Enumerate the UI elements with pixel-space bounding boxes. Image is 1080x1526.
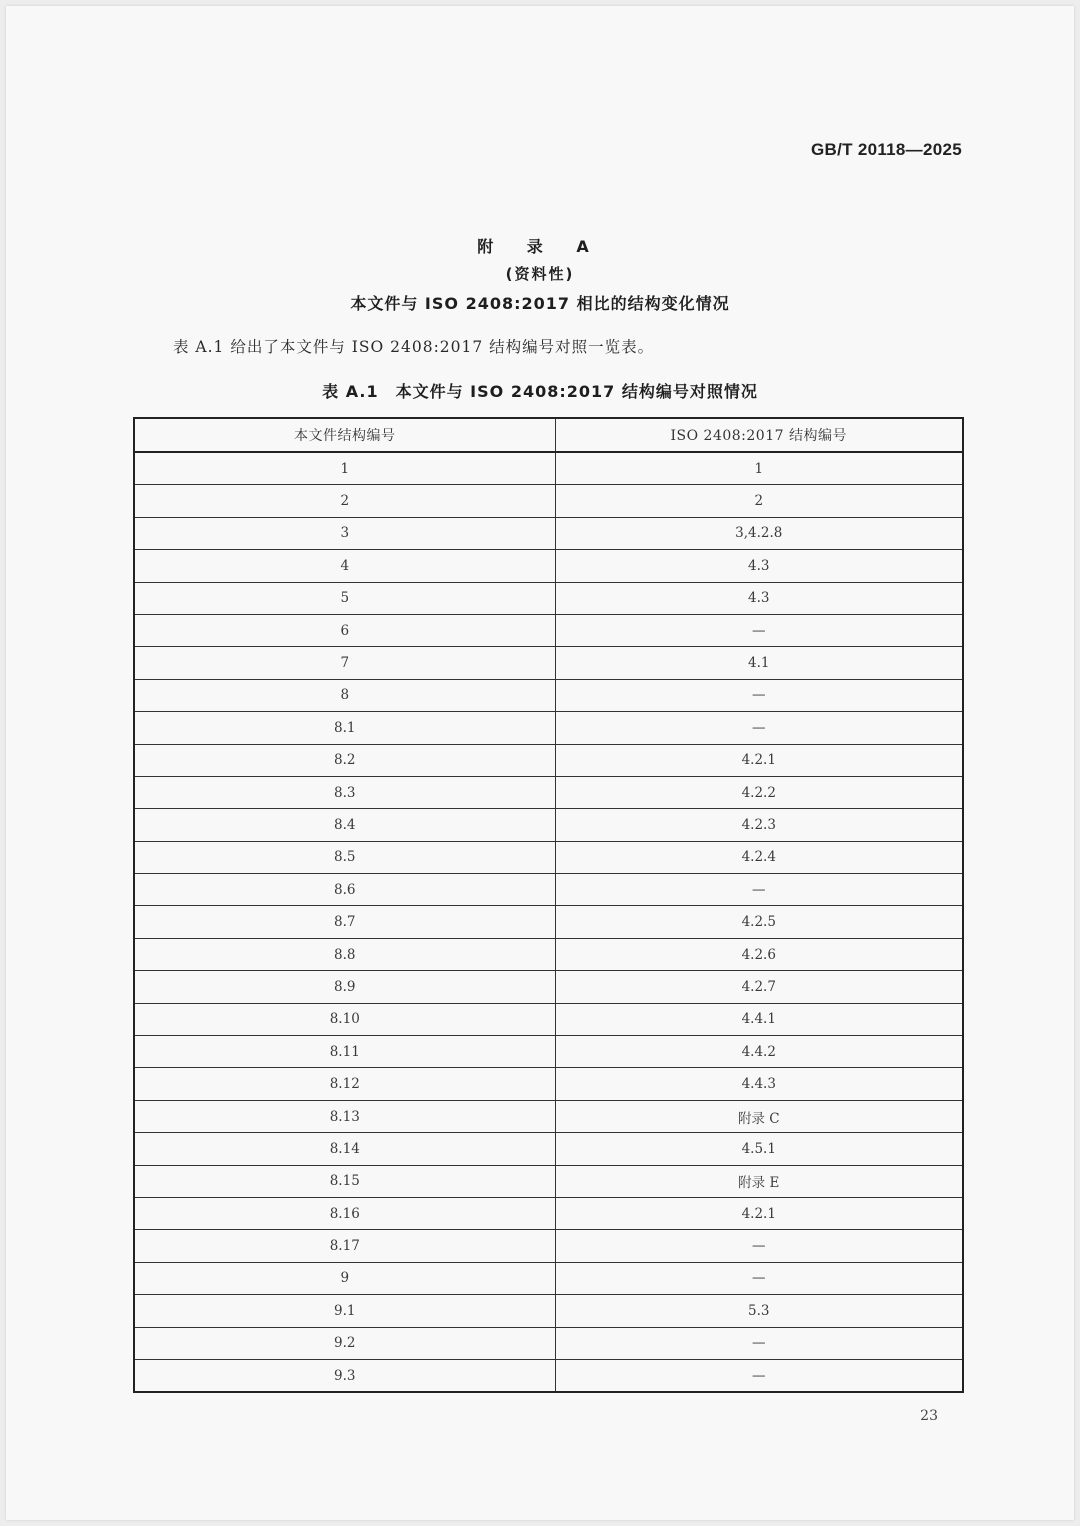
cell-this-document-clause: 1 — [134, 452, 555, 485]
cell-this-document-clause: 8.11 — [134, 1036, 555, 1068]
cell-iso-clause: — — [555, 614, 963, 646]
cell-iso-clause: 4.5.1 — [555, 1133, 963, 1165]
column-header-this-document: 本文件结构编号 — [134, 418, 555, 452]
table-row — [134, 1003, 963, 1035]
cell-this-document-clause: 8 — [134, 679, 555, 711]
cell-iso-clause: — — [555, 1359, 963, 1392]
table-row — [134, 517, 963, 549]
cell-this-document-clause: 8.14 — [134, 1133, 555, 1165]
cell-this-document-clause: 3 — [134, 517, 555, 549]
table-row — [134, 647, 963, 679]
annex-heading: 本文件与 ISO 2408:2017 相比的结构变化情况 — [350, 294, 730, 313]
cell-iso-clause: 4.3 — [555, 582, 963, 614]
cell-this-document-clause: 8.12 — [134, 1068, 555, 1100]
table-row — [134, 1197, 963, 1229]
table-row — [134, 1068, 963, 1100]
page-number: 23 — [920, 1408, 938, 1424]
cell-iso-clause: — — [555, 712, 963, 744]
table-row — [134, 1295, 963, 1327]
annex-label: 附 录 A — [477, 237, 603, 256]
cell-this-document-clause: 8.13 — [134, 1100, 555, 1132]
table-row — [134, 874, 963, 906]
standard-code: GB/T 20118—2025 — [811, 140, 962, 159]
cell-iso-clause: 4.2.6 — [555, 938, 963, 970]
cell-iso-clause: 4.1 — [555, 647, 963, 679]
table-header-row — [134, 418, 963, 452]
cell-iso-clause: 4.4.2 — [555, 1036, 963, 1068]
table-row — [134, 712, 963, 744]
table-row — [134, 1327, 963, 1359]
table-row — [134, 614, 963, 646]
cell-iso-clause: 4.4.3 — [555, 1068, 963, 1100]
table-row — [134, 1100, 963, 1132]
table-row — [134, 776, 963, 808]
cell-iso-clause: 2 — [555, 485, 963, 517]
cell-iso-clause: 4.2.2 — [555, 776, 963, 808]
cell-this-document-clause: 8.3 — [134, 776, 555, 808]
cell-this-document-clause: 6 — [134, 614, 555, 646]
table-row — [134, 550, 963, 582]
table-row — [134, 452, 963, 485]
cell-iso-clause: 4.2.7 — [555, 971, 963, 1003]
cell-this-document-clause: 8.8 — [134, 938, 555, 970]
structure-mapping-table — [133, 417, 964, 1393]
table-row — [134, 971, 963, 1003]
cell-this-document-clause: 4 — [134, 550, 555, 582]
table-row — [134, 485, 963, 517]
cell-this-document-clause: 8.10 — [134, 1003, 555, 1035]
cell-this-document-clause: 8.2 — [134, 744, 555, 776]
table-caption: 表 A.1 本文件与 ISO 2408:2017 结构编号对照情况 — [322, 382, 758, 401]
cell-iso-clause: 4.2.1 — [555, 1197, 963, 1229]
cell-iso-clause: 附录 C — [555, 1100, 963, 1132]
cell-this-document-clause: 9.1 — [134, 1295, 555, 1327]
cell-iso-clause: — — [555, 679, 963, 711]
table-row — [134, 938, 963, 970]
cell-this-document-clause: 8.6 — [134, 874, 555, 906]
cell-iso-clause: 4.2.1 — [555, 744, 963, 776]
cell-this-document-clause: 2 — [134, 485, 555, 517]
cell-this-document-clause: 8.9 — [134, 971, 555, 1003]
column-header-iso: ISO 2408:2017 结构编号 — [555, 418, 963, 452]
cell-iso-clause: — — [555, 1230, 963, 1262]
table-row — [134, 906, 963, 938]
cell-this-document-clause: 8.1 — [134, 712, 555, 744]
cell-iso-clause: 4.2.3 — [555, 809, 963, 841]
table-row — [134, 809, 963, 841]
table-body — [134, 452, 963, 1392]
table-row — [134, 1262, 963, 1294]
cell-iso-clause: 4.2.4 — [555, 841, 963, 873]
table-row — [134, 744, 963, 776]
table-row — [134, 841, 963, 873]
cell-this-document-clause: 9.2 — [134, 1327, 555, 1359]
table-row — [134, 1165, 963, 1197]
cell-iso-clause: 4.4.1 — [555, 1003, 963, 1035]
cell-this-document-clause: 8.16 — [134, 1197, 555, 1229]
cell-iso-clause: 5.3 — [555, 1295, 963, 1327]
document-page — [6, 6, 1074, 1520]
cell-this-document-clause: 8.4 — [134, 809, 555, 841]
cell-this-document-clause: 8.7 — [134, 906, 555, 938]
cell-this-document-clause: 8.5 — [134, 841, 555, 873]
table-row — [134, 1359, 963, 1392]
cell-iso-clause: — — [555, 1262, 963, 1294]
cell-this-document-clause: 7 — [134, 647, 555, 679]
cell-this-document-clause: 9 — [134, 1262, 555, 1294]
table-row — [134, 1230, 963, 1262]
table-row — [134, 1036, 963, 1068]
table-row — [134, 1133, 963, 1165]
cell-iso-clause: 附录 E — [555, 1165, 963, 1197]
cell-iso-clause: 4.3 — [555, 550, 963, 582]
cell-this-document-clause: 9.3 — [134, 1359, 555, 1392]
cell-this-document-clause: 5 — [134, 582, 555, 614]
cell-iso-clause: 4.2.5 — [555, 906, 963, 938]
table-row — [134, 679, 963, 711]
cell-this-document-clause: 8.17 — [134, 1230, 555, 1262]
cell-iso-clause: — — [555, 874, 963, 906]
cell-iso-clause: 3,4.2.8 — [555, 517, 963, 549]
cell-iso-clause: — — [555, 1327, 963, 1359]
table-row — [134, 582, 963, 614]
cell-iso-clause: 1 — [555, 452, 963, 485]
cell-this-document-clause: 8.15 — [134, 1165, 555, 1197]
intro-text: 表 A.1 给出了本文件与 ISO 2408:2017 结构编号对照一览表。 — [173, 338, 655, 356]
annex-nature: (资料性) — [505, 265, 575, 283]
